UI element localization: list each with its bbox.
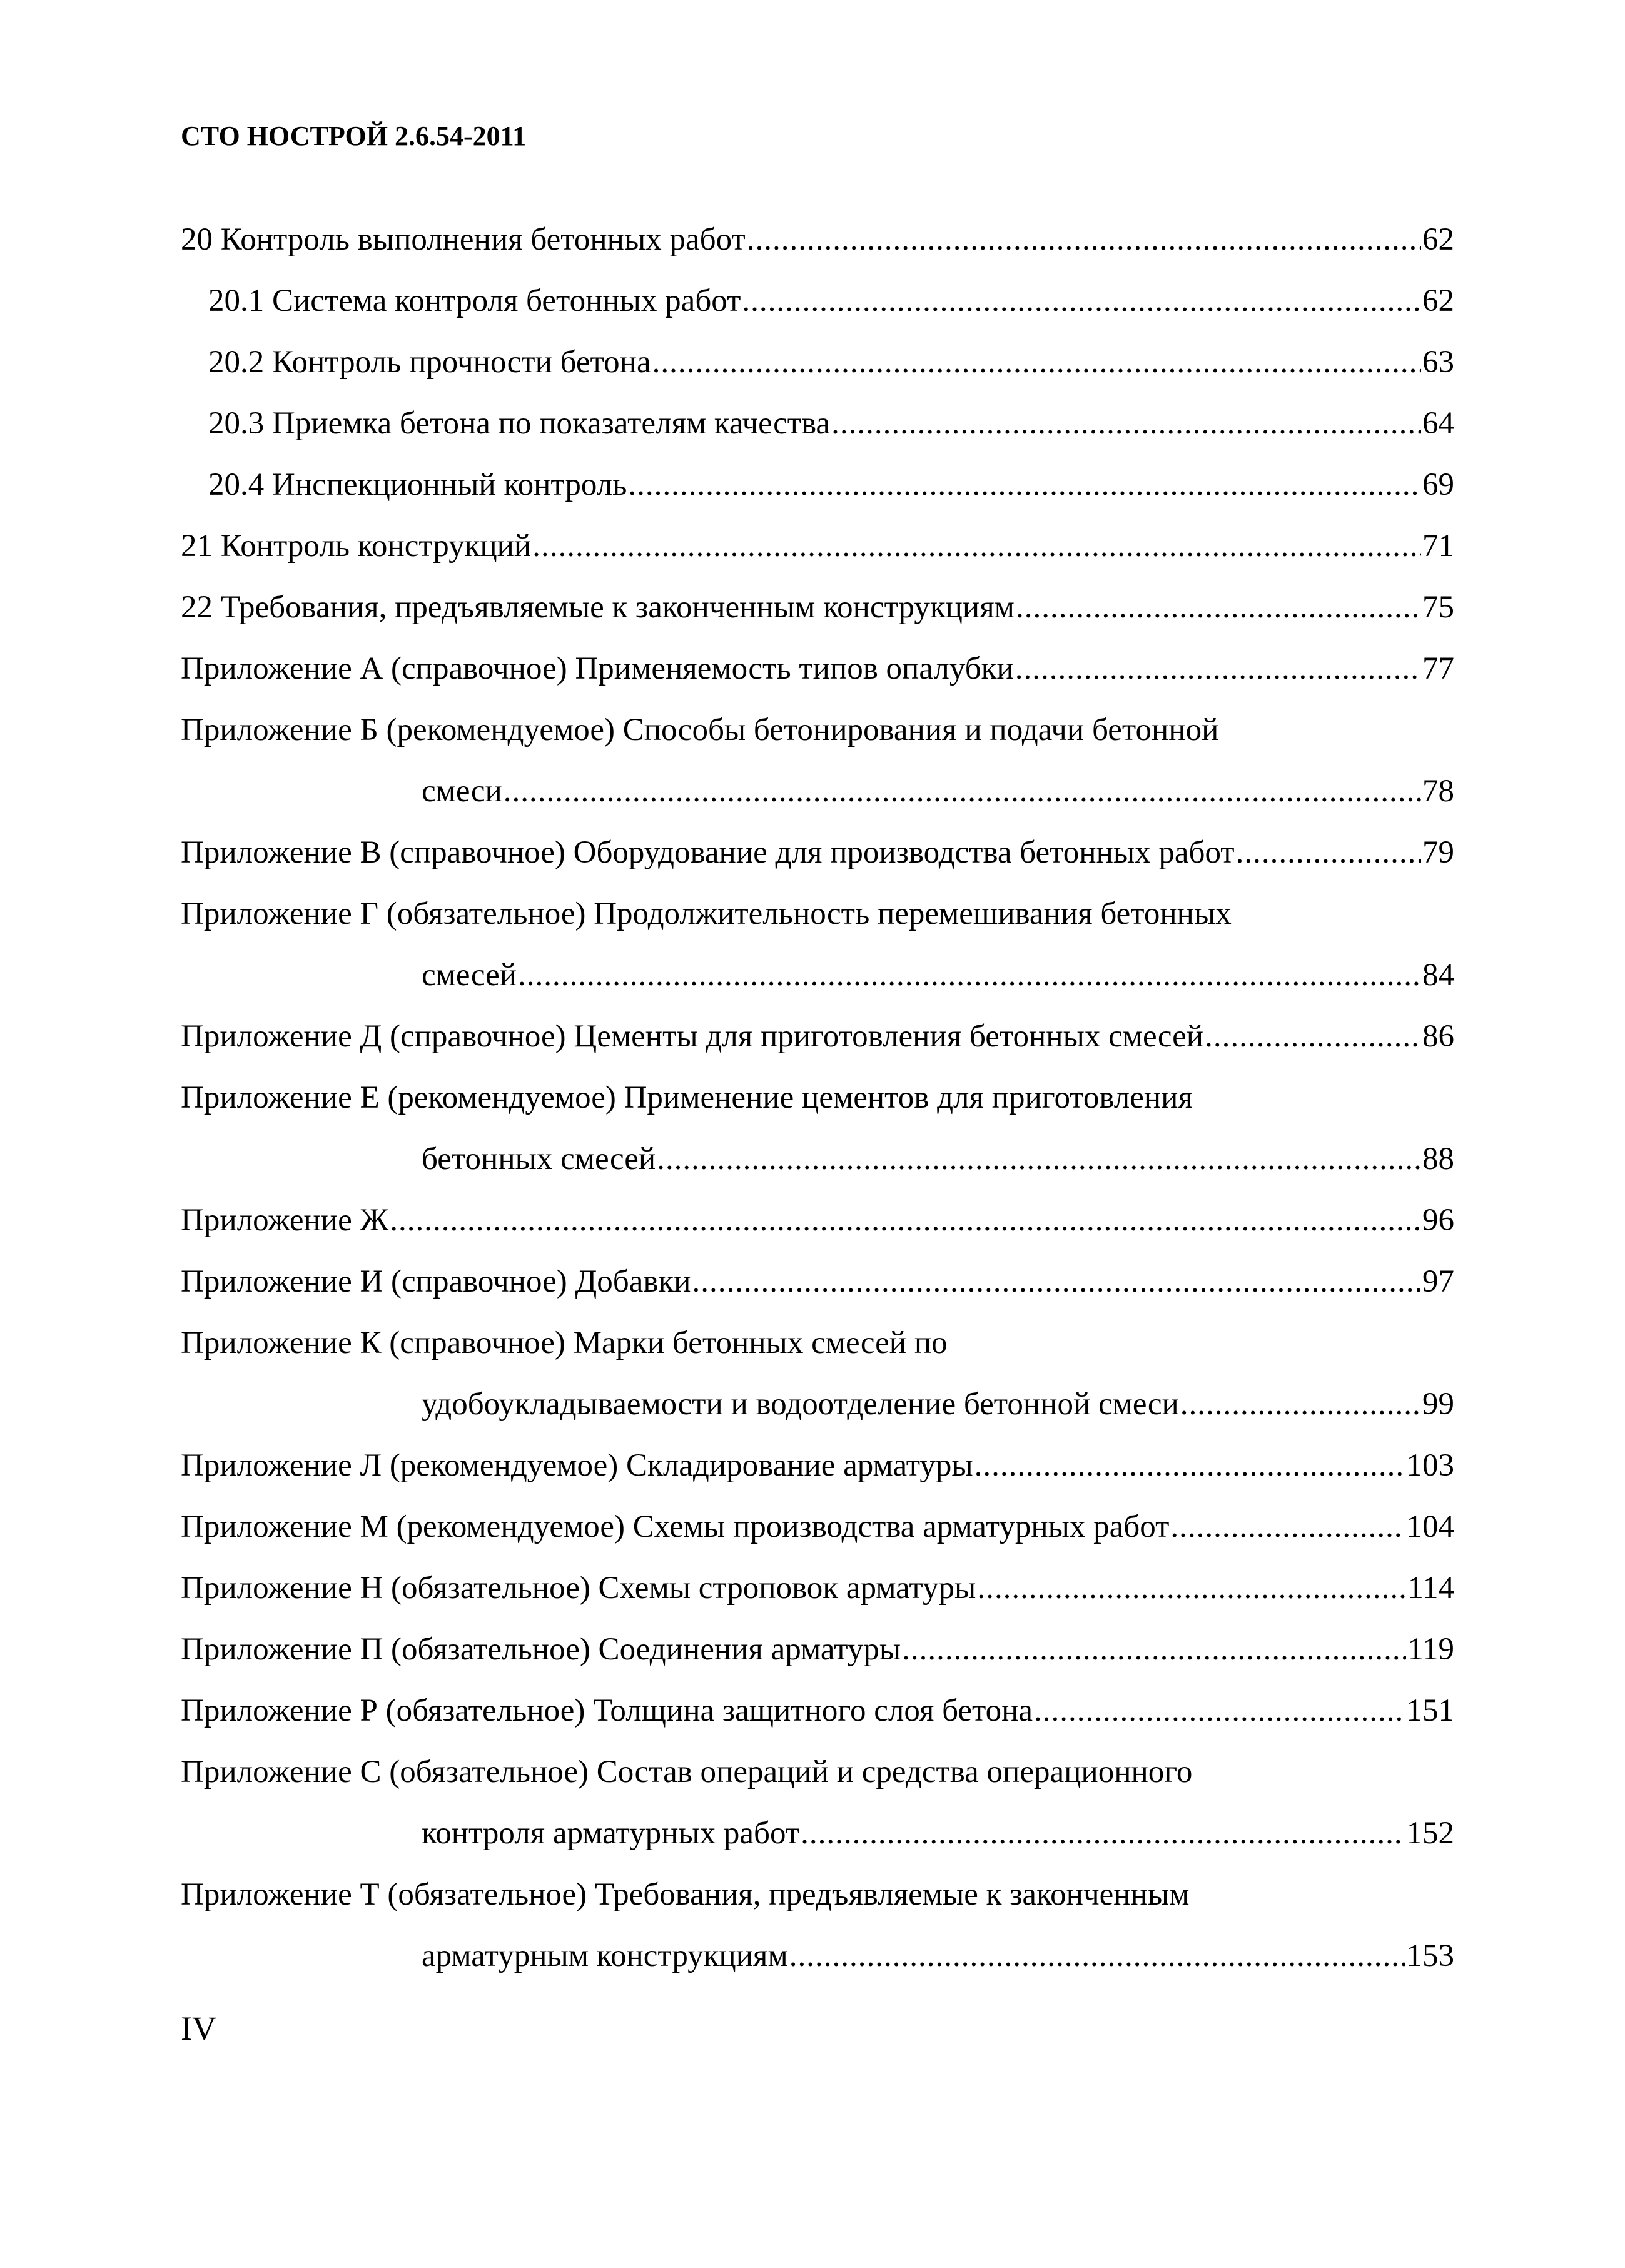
toc-leader-dots — [1170, 1496, 1405, 1557]
toc-entry-title: Приложение К (справочное) Марки бетонных смесей по — [181, 1325, 948, 1360]
toc-leader-dots — [974, 1435, 1405, 1496]
toc-entry-page: 104 — [1406, 1509, 1454, 1544]
toc-entry-line — [181, 515, 1454, 577]
toc-entry — [181, 209, 1454, 270]
toc-entry-line — [181, 761, 1454, 822]
toc-entry-title: Приложение В (справочное) Оборудование для производства бетонных работ — [181, 835, 1235, 870]
toc-entry-line — [181, 332, 1454, 393]
toc-entry-page: 99 — [1422, 1387, 1454, 1422]
toc-leader-dots — [902, 1619, 1406, 1680]
toc-entry-page: 62 — [1422, 222, 1454, 257]
toc-entry-line — [181, 1557, 1454, 1619]
toc-leader-dots — [831, 393, 1421, 454]
toc-entry-title: Приложение Т (обязательное) Требования, предъявляемые к законченным — [181, 1877, 1190, 1912]
page-number: IV — [181, 2010, 216, 2047]
toc-entry-line — [181, 454, 1454, 515]
toc-entry-page: 152 — [1406, 1816, 1454, 1851]
toc-entry-title: Приложение И (справочное) Добавки — [181, 1264, 691, 1299]
toc-entry-page: 64 — [1422, 406, 1454, 441]
toc-entry-line — [181, 1619, 1454, 1680]
toc-entry-page: 75 — [1422, 590, 1454, 625]
document-header: СТО НОСТРОЙ 2.6.54-2011 — [181, 121, 527, 151]
toc-entry-page: 96 — [1422, 1203, 1454, 1238]
toc-entry-title: Приложение Е (рекомендуемое) Применение цементов для приготовления — [181, 1080, 1193, 1115]
toc-entry-page: 78 — [1422, 774, 1454, 809]
toc-entry-line — [181, 1925, 1454, 1987]
toc-entry-page: 153 — [1406, 1938, 1454, 1973]
toc-entry-page: 63 — [1422, 345, 1454, 380]
toc-entry-line — [181, 1496, 1454, 1557]
toc-entry — [181, 883, 1454, 1006]
toc-leader-dots — [518, 944, 1421, 1006]
toc-leader-dots — [390, 1190, 1421, 1251]
toc-entry-line — [181, 1128, 1454, 1190]
toc-entry — [181, 393, 1454, 454]
toc-entry-title: Приложение Г (обязательное) Продолжительность перемешивания бетонных — [181, 896, 1232, 931]
toc-entry-line — [181, 270, 1454, 332]
toc-entry-line — [181, 1067, 1454, 1128]
toc-entry-line — [181, 1435, 1454, 1496]
toc-entry-page: 103 — [1406, 1448, 1454, 1483]
toc-entry-line — [181, 822, 1454, 883]
toc-entry — [181, 1557, 1454, 1619]
toc-entry-line — [181, 1251, 1454, 1312]
toc-entry-line — [181, 1312, 1454, 1374]
toc-leader-dots — [977, 1557, 1406, 1619]
toc-entry-title-continuation: смесей — [422, 958, 517, 993]
toc-entry-page: 71 — [1422, 529, 1454, 564]
toc-entry-line — [181, 638, 1454, 699]
toc-entry-line — [181, 1006, 1454, 1067]
toc-entry-title: 21 Контроль конструкций — [181, 529, 532, 564]
toc-entry — [181, 577, 1454, 638]
toc-entry-title: Приложение Н (обязательное) Схемы строповок арматуры — [181, 1571, 976, 1606]
toc-entry — [181, 1741, 1454, 1864]
toc-entry-line — [181, 1741, 1454, 1803]
toc-entry-page: 88 — [1422, 1142, 1454, 1177]
toc-entry-line — [181, 944, 1454, 1006]
toc-entry-title: Приложение Б (рекомендуемое) Способы бетонирования и подачи бетонной — [181, 712, 1219, 747]
toc-entry-line — [181, 577, 1454, 638]
toc-entry — [181, 270, 1454, 332]
toc-leader-dots — [742, 270, 1421, 332]
toc-entry-line — [181, 393, 1454, 454]
toc-entry-title-continuation: бетонных смесей — [422, 1142, 656, 1177]
toc-entry — [181, 638, 1454, 699]
toc-entry — [181, 1067, 1454, 1190]
toc-entry-page: 119 — [1407, 1632, 1454, 1667]
toc-leader-dots — [504, 761, 1421, 822]
toc-entry-title: Приложение С (обязательное) Состав операций и средства операционного — [181, 1754, 1193, 1790]
toc-entry-line — [181, 883, 1454, 944]
toc-leader-dots — [628, 454, 1421, 515]
table-of-contents — [181, 209, 1454, 1987]
toc-entry — [181, 699, 1454, 822]
toc-entry-title: 22 Требования, предъявляемые к законченным конструкциям — [181, 590, 1015, 625]
toc-leader-dots — [1016, 577, 1421, 638]
toc-entry-title-continuation: смеси — [422, 774, 502, 809]
toc-entry — [181, 454, 1454, 515]
toc-entry-line — [181, 1803, 1454, 1864]
toc-entry — [181, 1496, 1454, 1557]
toc-entry-page: 151 — [1406, 1693, 1454, 1728]
toc-entry-title: Приложение А (справочное) Применяемость типов опалубки — [181, 651, 1014, 686]
toc-entry-title: 20.3 Приемка бетона по показателям качества — [208, 406, 831, 441]
toc-entry-page: 62 — [1422, 283, 1454, 318]
toc-entry-title: Приложение Д (справочное) Цементы для приготовления бетонных смесей — [181, 1019, 1204, 1054]
toc-entry-line — [181, 699, 1454, 761]
toc-leader-dots — [1180, 1374, 1421, 1435]
toc-leader-dots — [657, 1128, 1421, 1190]
toc-entry-title-continuation: арматурным конструкциям — [422, 1938, 788, 1973]
toc-leader-dots — [1015, 638, 1421, 699]
toc-entry — [181, 332, 1454, 393]
toc-leader-dots — [692, 1251, 1421, 1312]
toc-entry — [181, 1006, 1454, 1067]
toc-entry-page: 114 — [1407, 1571, 1454, 1606]
toc-entry-page: 84 — [1422, 958, 1454, 993]
toc-entry-title: Приложение Ж — [181, 1203, 389, 1238]
toc-entry-page: 77 — [1422, 651, 1454, 686]
toc-entry — [181, 1864, 1454, 1987]
toc-entry-page: 97 — [1422, 1264, 1454, 1299]
toc-entry-title: Приложение М (рекомендуемое) Схемы производства арматурных работ — [181, 1509, 1170, 1544]
toc-entry — [181, 1312, 1454, 1435]
toc-leader-dots — [1236, 822, 1421, 883]
toc-leader-dots — [789, 1925, 1405, 1987]
toc-entry-title: Приложение П (обязательное) Соединения арматуры — [181, 1632, 901, 1667]
toc-entry-line — [181, 1190, 1454, 1251]
toc-entry — [181, 515, 1454, 577]
toc-entry-title: 20 Контроль выполнения бетонных работ — [181, 222, 746, 257]
toc-entry — [181, 822, 1454, 883]
toc-entry-line — [181, 1864, 1454, 1925]
toc-leader-dots — [652, 332, 1421, 393]
toc-entry-title: 20.1 Система контроля бетонных работ — [208, 283, 741, 318]
toc-leader-dots — [747, 209, 1421, 270]
toc-entry-title: 20.4 Инспекционный контроль — [208, 467, 627, 502]
toc-entry — [181, 1435, 1454, 1496]
toc-entry-line — [181, 1680, 1454, 1741]
toc-leader-dots — [1205, 1006, 1421, 1067]
toc-leader-dots — [1034, 1680, 1405, 1741]
toc-entry-page: 86 — [1422, 1019, 1454, 1054]
toc-entry-title-continuation: контроля арматурных работ — [422, 1816, 800, 1851]
toc-entry-line — [181, 209, 1454, 270]
toc-entry-page: 79 — [1422, 835, 1454, 870]
toc-entry-title: Приложение Р (обязательное) Толщина защитного слоя бетона — [181, 1693, 1033, 1728]
toc-entry — [181, 1251, 1454, 1312]
toc-entry-title: Приложение Л (рекомендуемое) Складирование арматуры — [181, 1448, 973, 1483]
toc-entry-line — [181, 1374, 1454, 1435]
toc-entry — [181, 1619, 1454, 1680]
toc-entry — [181, 1190, 1454, 1251]
toc-entry-page: 69 — [1422, 467, 1454, 502]
toc-entry — [181, 1680, 1454, 1741]
toc-leader-dots — [801, 1803, 1405, 1864]
toc-entry-title-continuation: удобоукладываемости и водоотделение бетонной смеси — [422, 1387, 1179, 1422]
toc-entry-title: 20.2 Контроль прочности бетона — [208, 345, 651, 380]
toc-leader-dots — [532, 515, 1421, 577]
